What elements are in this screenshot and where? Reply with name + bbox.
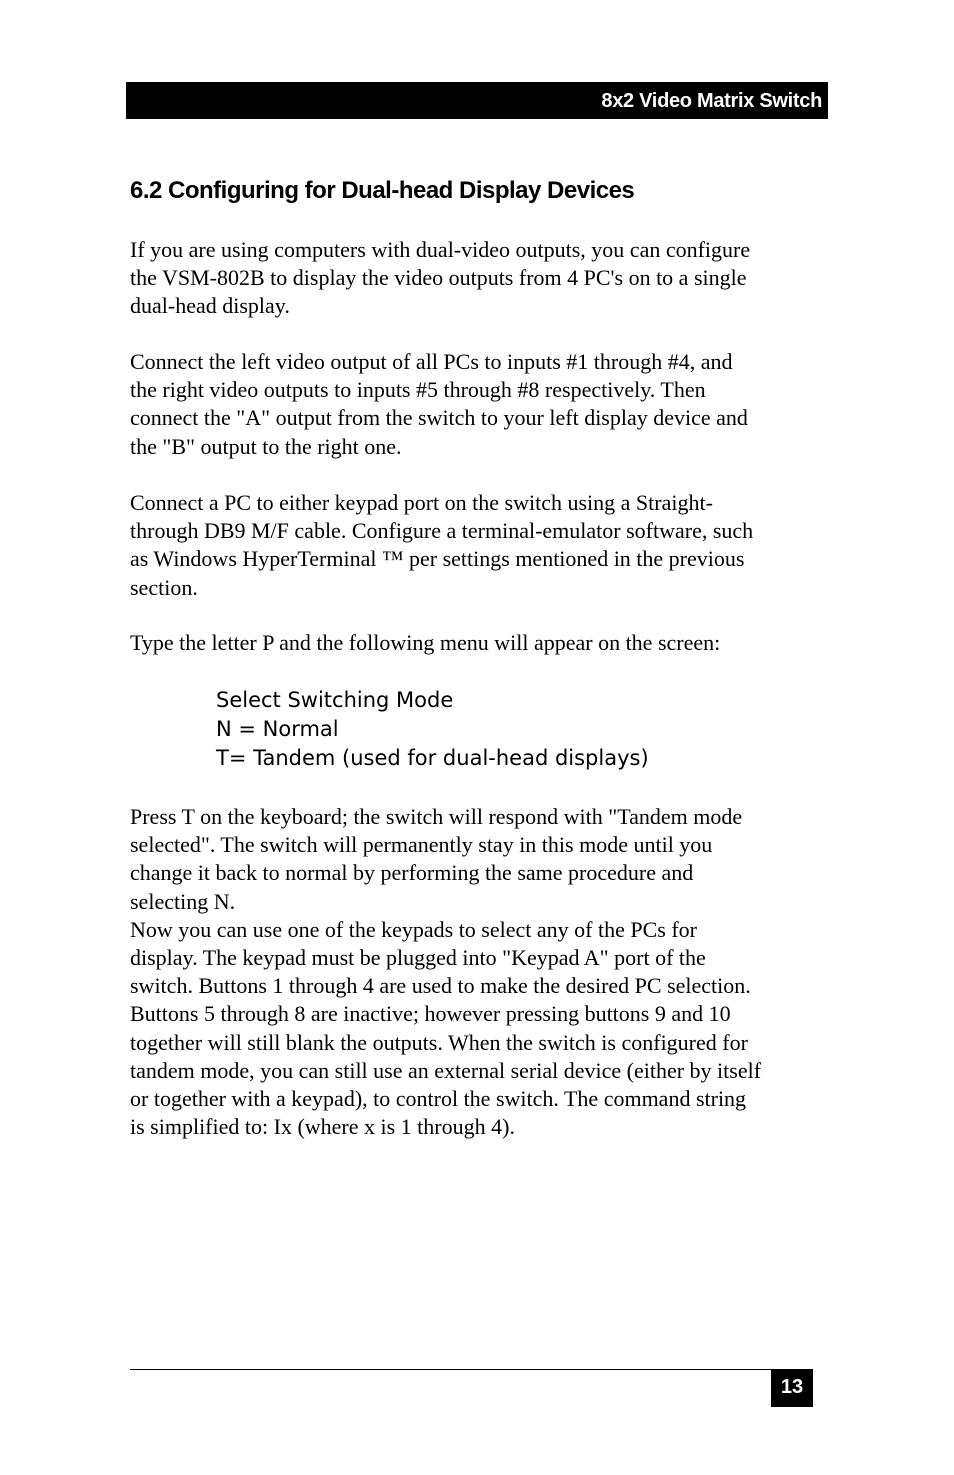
text-line: Buttons 5 through 8 are inactive; however pressing buttons 9 and 10 [130,1001,731,1027]
text-line: the "B" output to the right one. [130,433,402,459]
page-number: 13 [780,1376,804,1398]
text-line: the VSM-802B to display the video outputs from 4 PC's on to a single [130,265,747,291]
text-line: Connect a PC to either keypad port on the switch using a Straight- [130,490,713,515]
text-line: dual-head display. [130,293,290,319]
connection-paragraph [130,348,748,461]
text-line: is simplified to: Ix (where x is 1 through 4). [130,1114,515,1140]
text-line: the right video outputs to inputs #5 through #8 respectively. Then [130,377,706,403]
text-line: tandem mode, you can still use an external serial device (either by itself [130,1057,762,1083]
text-line: section. [130,574,198,600]
menu-option-normal: N = Normal [216,717,339,741]
running-header [126,82,828,119]
text-line: Type the letter P and the following menu will appear on the screen: [130,630,721,655]
intro-paragraph [130,236,750,321]
text-line: through DB9 M/F cable. Configure a terminal-emulator software, such [130,518,754,544]
running-header-title: 8x2 Video Matrix Switch [601,90,822,112]
text-line: selected". The switch will permanently stay in this mode until you [130,832,713,858]
text-line: as Windows HyperTerminal ™ per settings mentioned in the previous [130,546,745,572]
text-line: connect the "A" output from the switch to your left display device and [130,405,748,431]
page-number-badge [771,1369,813,1407]
text-line: display. The keypad must be plugged into "Keypad A" port of the [130,944,706,970]
section-heading: 6.2 Configuring for Dual-head Display Devices [130,177,635,204]
text-line: switch. Buttons 1 through 4 are used to make the desired PC selection. [130,973,751,999]
switching-mode-menu [216,686,649,773]
text-line: Press T on the keyboard; the switch will respond with "Tandem mode [130,804,743,829]
menu-intro-paragraph [130,629,720,657]
text-line: Now you can use one of the keypads to select any of the PCs for [130,916,697,942]
footer-divider [130,1369,811,1370]
menu-title: Select Switching Mode [216,688,454,712]
text-line: If you are using computers with dual-video outputs, you can configure [130,237,751,262]
text-line: together will still blank the outputs. When the switch is configured for [130,1029,748,1055]
text-line: or together with a keypad), to control the switch. The command string [130,1085,747,1111]
tandem-mode-paragraph [130,803,761,1141]
text-line: selecting N. [130,888,236,914]
text-line: Connect the left video output of all PCs to inputs #1 through #4, and [130,349,733,374]
text-line: change it back to normal by performing the same procedure and [130,860,694,886]
menu-option-tandem: T= Tandem (used for dual-head displays) [216,746,649,770]
terminal-setup-paragraph [130,489,753,602]
